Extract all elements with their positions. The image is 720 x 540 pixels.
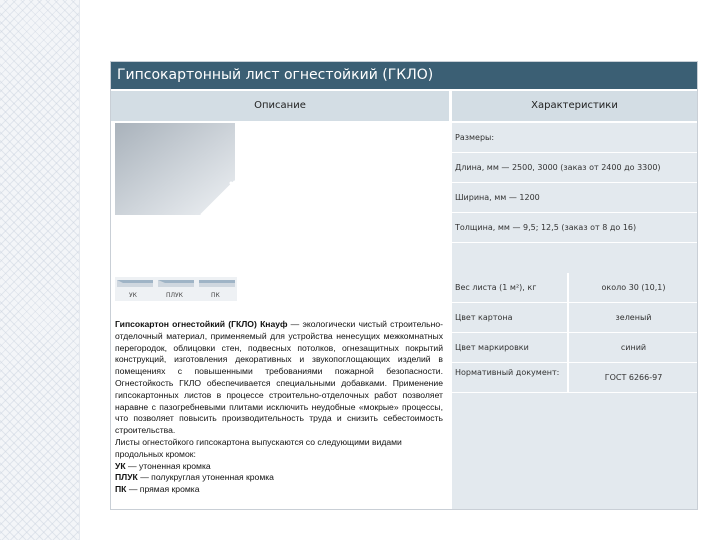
edge-item: ПК — прямая кромка — [115, 484, 200, 495]
spec-value: синий — [620, 343, 647, 352]
spec-value: около 30 (10,1) — [601, 283, 666, 292]
table-title: Гипсокартонный лист огнестойкий (ГКЛО) — [111, 62, 697, 89]
description-paragraph-1: Гипсокартон огнестойкий (ГКЛО) Кнауф — экологически чистый строительно-отделочный материал, применяемый для устройства ненесущих межкомнатных перегородок, облицовки стен, подвесных потолков, огнезащитных покрытий конструкций, изготовления декоративных и звукопоглощающих изделий в помещениях с повышенными требованиями пожарной безопасности. Огнестойкость ГКЛО обеспечивается специальными добавками. Применение гипсокартонных листов в процессе строительно-отделочных работ позволяет наравне с пазогребневыми плитами исключить неудобные «мокрые» процессы, что позволяет повысить производительность труда и снизить себестоимость строительства. — [115, 319, 443, 436]
description-cell — [111, 123, 449, 509]
spec-value: ГОСТ 6266-97 — [604, 373, 663, 382]
characteristics-panel — [452, 123, 697, 509]
spec-thickness: Толщина, мм — 9,5; 12,5 (заказ от 8 до 16) — [452, 213, 697, 243]
spec-row-marking-color — [452, 333, 697, 363]
spec-row-cardboard-color — [452, 303, 697, 333]
spec-label: Нормативный документ: — [455, 368, 560, 377]
decorative-side-pattern — [0, 0, 80, 540]
edge-item: УК — утоненная кромка — [115, 460, 211, 471]
spec-label: Вес листа (1 м²), кг — [455, 283, 537, 292]
spec-label: Цвет маркировки — [455, 343, 529, 352]
description-paragraph-2: Листы огнестойкого гипсокартона выпускаются со следующими видами продольных кромок: — [115, 436, 402, 459]
spec-sizes-label: Размеры: — [452, 123, 697, 153]
spec-row-weight — [452, 273, 697, 303]
description-text — [115, 319, 443, 496]
drywall-sheet-photo — [115, 123, 235, 215]
column-header-characteristics: Характеристики — [452, 91, 697, 121]
product-table — [110, 61, 698, 510]
spec-length: Длина, мм — 2500, 3000 (заказ от 2400 до 3300) — [452, 153, 697, 183]
spec-width: Ширина, мм — 1200 — [452, 183, 697, 213]
edge-label-pluk: ПЛУК — [166, 292, 183, 299]
column-header-description: Описание — [111, 91, 449, 121]
edge-item: ПЛУК — полукруглая утоненная кромка — [115, 472, 274, 483]
spec-value: зеленый — [615, 313, 652, 322]
edge-label-uk: УК — [129, 292, 137, 299]
edge-types-diagram — [115, 277, 237, 301]
spec-row-standard — [452, 363, 697, 393]
edge-label-pk: ПК — [211, 292, 220, 299]
spec-label: Цвет картона — [455, 313, 513, 322]
